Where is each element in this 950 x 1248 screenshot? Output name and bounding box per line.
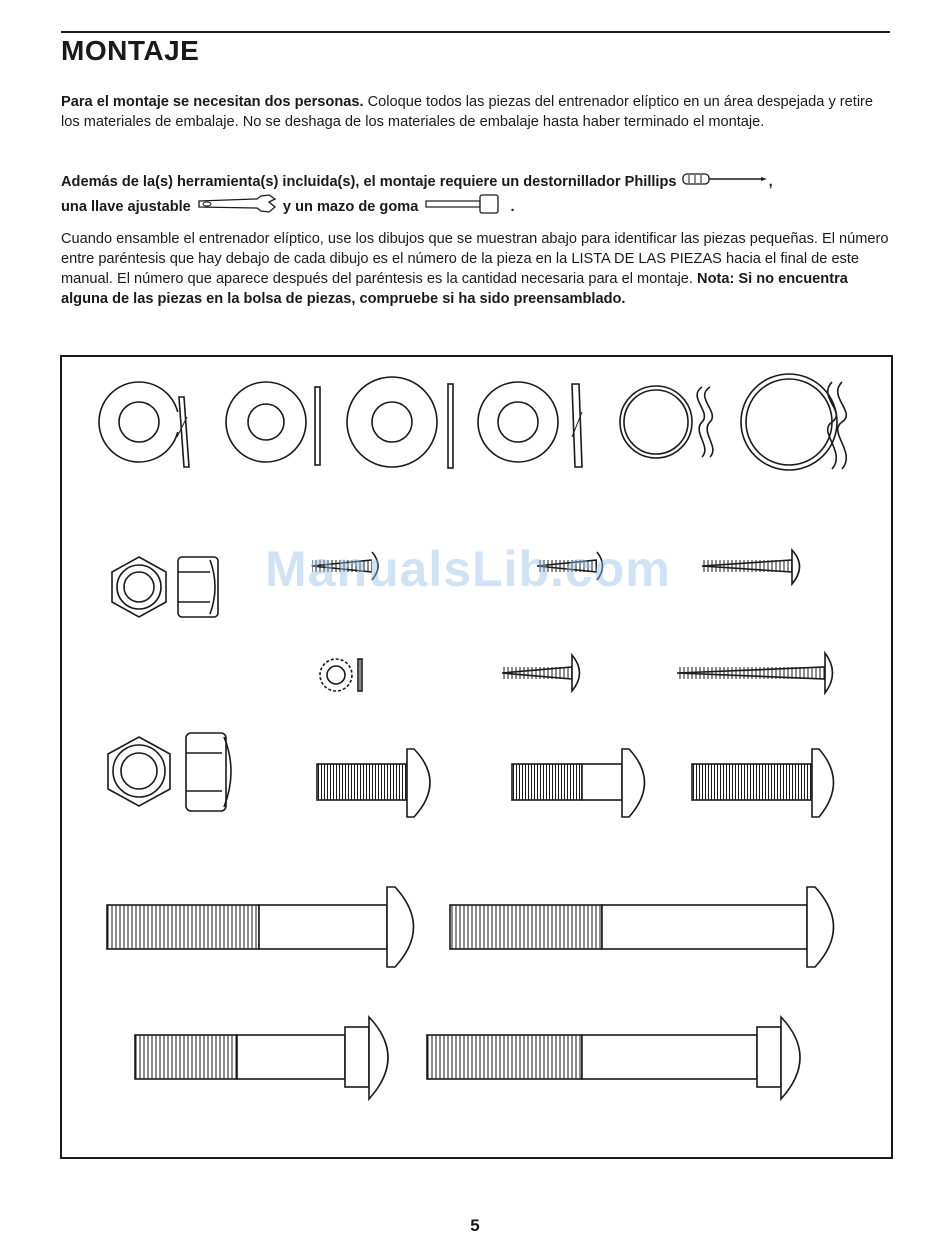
carriage-bolt-1-icon	[135, 1017, 388, 1099]
long-bolt-2-icon	[450, 887, 834, 967]
mallet-icon	[422, 193, 506, 221]
nylon-lock-nut-large-icon	[108, 733, 231, 811]
button-bolt-3-icon	[692, 749, 834, 817]
parts-identification-box	[60, 355, 893, 1159]
flat-washer-medium-icon	[226, 382, 320, 465]
tools-text-2: una llave ajustable	[61, 198, 191, 215]
nylon-lock-nut-small-icon	[112, 557, 218, 617]
intro-paragraph	[61, 92, 891, 132]
instructions-note: Nota: Si no encuentra alguna de las piezas en la bolsa de piezas, compruebe si ha sido preensamblado.	[61, 271, 848, 307]
wrench-icon	[195, 194, 279, 220]
carriage-bolt-2-icon	[427, 1017, 800, 1099]
flat-washer-large-icon	[347, 377, 453, 468]
long-bolt-1-icon	[107, 887, 414, 967]
button-bolt-2-icon	[512, 749, 645, 817]
split-lock-washer-small-icon	[99, 382, 189, 467]
instructions-paragraph	[61, 229, 891, 309]
intro-text: Coloque todos las piezas del entrenador elíptico en un área despejada y retire los materiales de embalaje. No se deshaga de los materiales de embalaje hasta haber terminado el montaje.	[61, 94, 874, 130]
instructions-text: Cuando ensamble el entrenador elíptico, use los dibujos que se muestran abajo para identificar las piezas pequeñas. El número entre paréntesis que hay debajo de cada dibujo es el número de la pieza en la LISTA DE LAS PIEZAS hacia el final de este manual. El número que aparece después del paréntesis es la cantidad necesaria para el montaje.	[61, 231, 889, 287]
screwdriver-icon	[681, 171, 769, 193]
intro-bold: Para el montaje se necesitan dos personas.	[61, 94, 364, 110]
tools-text-1: Además de la(s) herramienta(s) incluida(s), el montaje requiere un destornillador Phillips	[61, 173, 677, 190]
tools-paragraph	[61, 171, 891, 221]
header-rule	[61, 31, 890, 33]
star-washer-icon	[320, 659, 362, 691]
tapping-screw-3-icon	[702, 550, 800, 584]
tapping-screw-5-icon	[677, 653, 833, 693]
page-title: MONTAJE	[61, 35, 200, 66]
tools-sep: ,	[768, 173, 773, 190]
split-lock-washer-large-icon	[478, 382, 582, 467]
button-bolt-1-icon	[317, 749, 430, 817]
tools-text-3: y un mazo de goma	[282, 198, 419, 215]
tapping-screw-4-icon	[502, 655, 580, 691]
watermark: ManualsLib.com	[265, 541, 671, 597]
page-number: 5	[470, 1216, 480, 1235]
wave-ring-large-icon	[741, 374, 846, 470]
parts-drawing	[62, 357, 891, 1157]
wave-ring-small-icon	[620, 386, 713, 458]
tools-end: .	[510, 198, 515, 215]
